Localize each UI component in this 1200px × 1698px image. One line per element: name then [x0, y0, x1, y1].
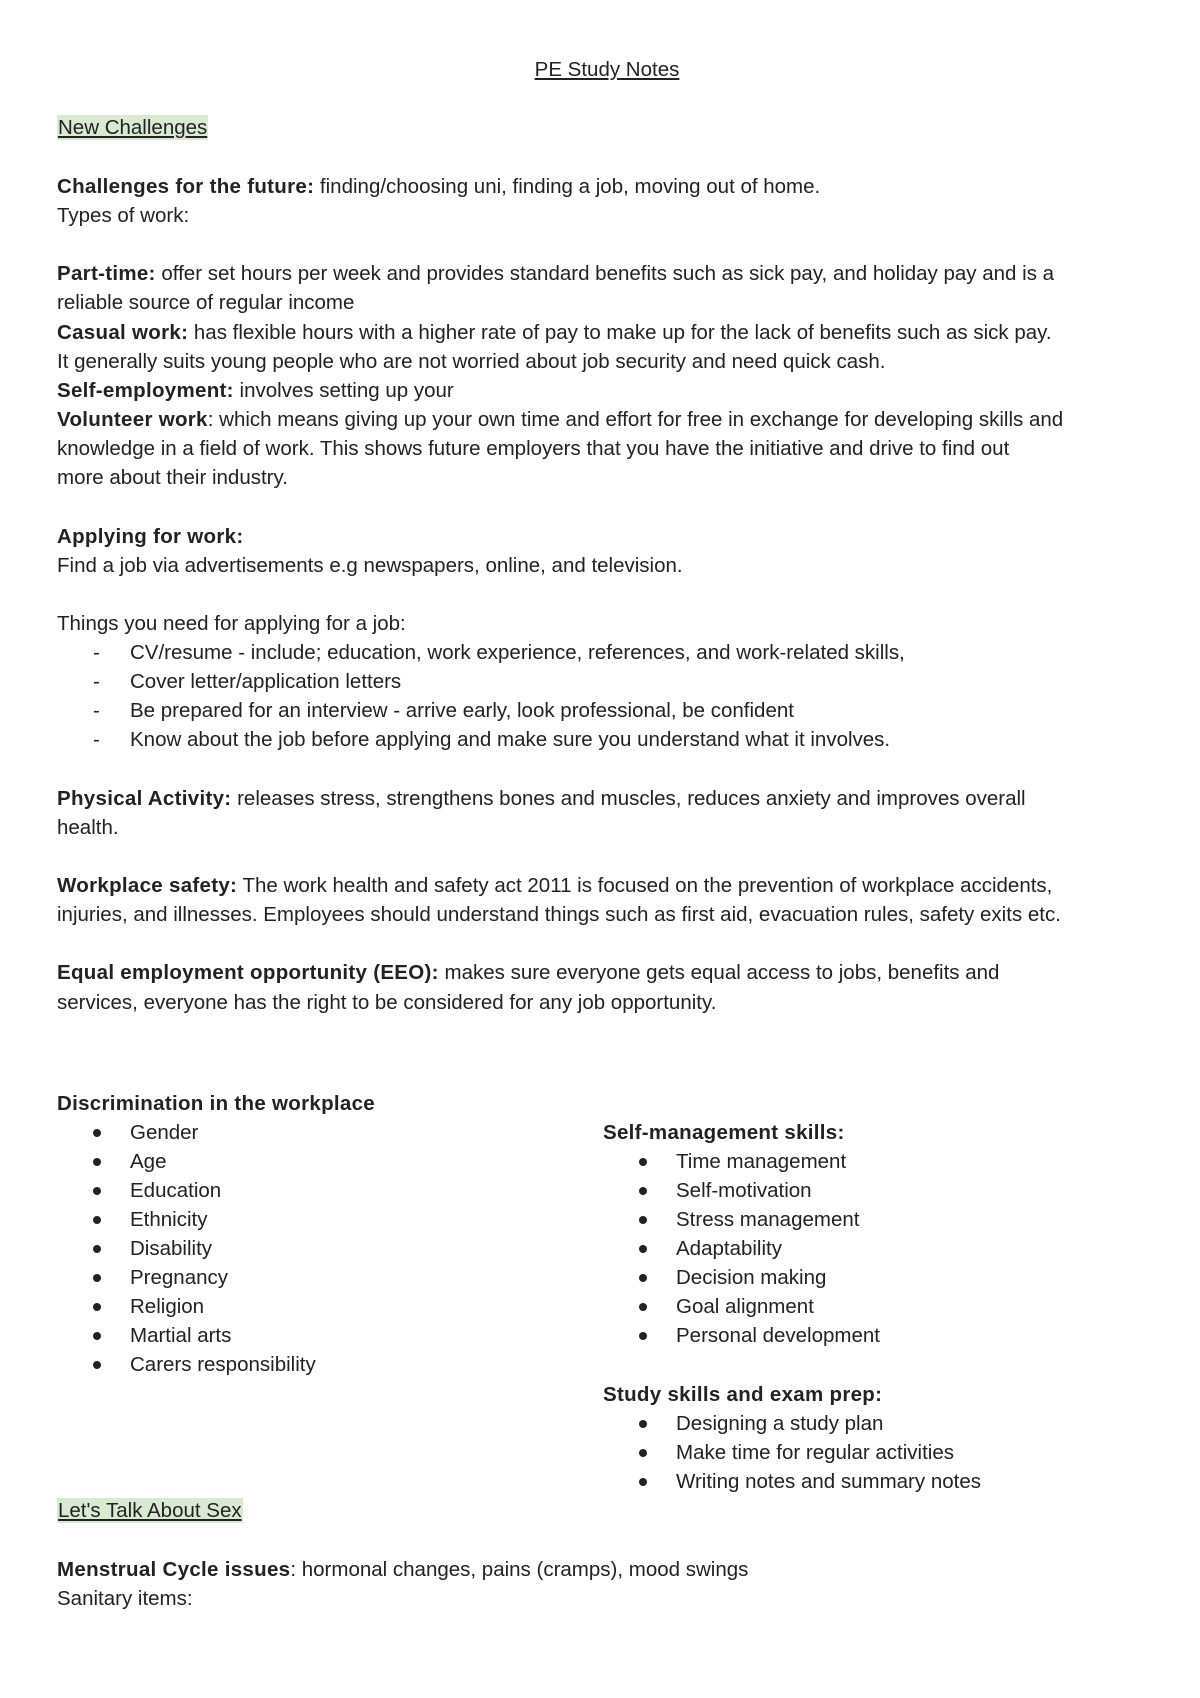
list-item-text: Decision making	[676, 1266, 827, 1289]
list-item	[93, 1147, 573, 1176]
list-item-text: Designing a study plan	[676, 1412, 884, 1435]
workplace-safety-paragraph-cont: injuries, and illnesses. Employees should understand things such as first aid, evacuation rules, safety exits etc.	[57, 903, 1061, 926]
list-item-text: Carers responsibility	[130, 1353, 316, 1376]
part-time-paragraph: Part-time: offer set hours per week and provides standard benefits such as sick pay, and holiday pay and is a	[57, 262, 1055, 285]
bullet-icon	[93, 1245, 101, 1253]
list-item	[639, 1263, 1119, 1292]
list-item	[93, 1350, 573, 1379]
list-item	[93, 1205, 573, 1234]
list-item-text: Make time for regular activities	[676, 1441, 954, 1464]
list-item	[93, 1234, 573, 1263]
list-item	[93, 1263, 573, 1292]
list-item	[93, 1118, 573, 1147]
list-item-text: Personal development	[676, 1324, 880, 1347]
bullet-icon	[93, 1361, 101, 1369]
list-item-text: Religion	[130, 1295, 205, 1318]
list-item-text: Pregnancy	[130, 1266, 229, 1289]
section-heading-lets-talk: Let's Talk About Sex	[58, 1499, 242, 1522]
bullet-icon	[639, 1216, 647, 1224]
casual-work-paragraph-cont: It generally suits young people who are not worried about job security and need quick cash.	[57, 350, 886, 373]
bullet-icon	[93, 1216, 101, 1224]
applying-heading: Applying for work:	[57, 525, 244, 548]
list-item-text: Adaptability	[676, 1237, 782, 1260]
list-item-text: Self-motivation	[676, 1179, 812, 1202]
bullet-icon	[639, 1245, 647, 1253]
list-item-text: Ethnicity	[130, 1208, 208, 1231]
physical-activity-paragraph-cont: health.	[57, 816, 119, 839]
part-time-paragraph-cont: reliable source of regular income	[57, 291, 355, 314]
menstrual-paragraph: Menstrual Cycle issues: hormonal changes, pains (cramps), mood swings	[57, 1558, 749, 1581]
list-item	[639, 1409, 1119, 1438]
list-item	[639, 1321, 1119, 1350]
volunteer-work-paragraph-end: more about their industry.	[57, 466, 288, 489]
applying-text: Find a job via advertisements e.g newspapers, online, and television.	[57, 554, 683, 577]
list-item-text: Writing notes and summary notes	[676, 1470, 981, 1493]
eeo-paragraph: Equal employment opportunity (EEO): makes sure everyone gets equal access to jobs, benefits and	[57, 961, 1000, 984]
self-employment-paragraph: Self-employment: involves setting up your	[57, 379, 454, 402]
section-heading-new-challenges: New Challenges	[58, 116, 208, 139]
eeo-paragraph-cont: services, everyone has the right to be considered for any job opportunity.	[57, 991, 717, 1014]
types-of-work-label: Types of work:	[57, 204, 190, 227]
discrimination-heading: Discrimination in the workplace	[57, 1092, 376, 1115]
list-item	[639, 1176, 1119, 1205]
list-item-text: Disability	[130, 1237, 213, 1260]
list-item	[639, 1147, 1119, 1176]
things-needed-intro: Things you need for applying for a job:	[57, 612, 406, 635]
study-skills-heading: Study skills and exam prep:	[603, 1383, 883, 1406]
sanitary-items-label: Sanitary items:	[57, 1587, 193, 1610]
list-item	[93, 1176, 573, 1205]
list-item	[93, 1292, 573, 1321]
bullet-icon	[93, 1332, 101, 1340]
list-item	[639, 1467, 1119, 1496]
workplace-safety-paragraph: Workplace safety: The work health and safety act 2011 is focused on the prevention of workplace accidents,	[57, 874, 1053, 897]
list-item	[639, 1292, 1119, 1321]
list-item	[639, 1438, 1119, 1467]
list-item-text: Goal alignment	[676, 1295, 814, 1318]
list-item	[639, 1205, 1119, 1234]
challenges-paragraph: Challenges for the future: finding/choosing uni, finding a job, moving out of home.	[57, 175, 821, 198]
bullet-icon	[93, 1158, 101, 1166]
list-item	[93, 1321, 573, 1350]
bullet-icon	[639, 1187, 647, 1195]
list-item	[639, 1234, 1119, 1263]
volunteer-work-paragraph: Volunteer work: which means giving up your own time and effort for free in exchange for developing skills and	[57, 408, 1064, 431]
bullet-icon	[93, 1187, 101, 1195]
bullet-icon	[93, 1129, 101, 1137]
bullet-icon	[93, 1303, 101, 1311]
bullet-icon	[639, 1420, 647, 1428]
list-item-text: Age	[130, 1150, 167, 1173]
bullet-icon	[639, 1449, 647, 1457]
bullet-icon	[639, 1274, 647, 1282]
page-title: PE Study Notes	[534, 58, 680, 81]
bullet-icon	[639, 1303, 647, 1311]
casual-work-paragraph: Casual work: has flexible hours with a higher rate of pay to make up for the lack of benefits such as sick pay.	[57, 321, 1052, 344]
bullet-icon	[639, 1158, 647, 1166]
bullet-icon	[639, 1332, 647, 1340]
list-item-text: Gender	[130, 1121, 199, 1144]
list-item-text: Martial arts	[130, 1324, 232, 1347]
volunteer-work-paragraph-cont: knowledge in a field of work. This shows future employers that you have the initiative and drive to find out	[57, 437, 1010, 460]
list-item-text: Time management	[676, 1150, 847, 1173]
self-management-heading: Self-management skills:	[603, 1121, 845, 1144]
bullet-icon	[93, 1274, 101, 1282]
list-item-text: Stress management	[676, 1208, 860, 1231]
bullet-icon	[639, 1478, 647, 1486]
physical-activity-paragraph: Physical Activity: releases stress, strengthens bones and muscles, reduces anxiety and improves overall	[57, 787, 1026, 810]
list-item-text: Education	[130, 1179, 222, 1202]
